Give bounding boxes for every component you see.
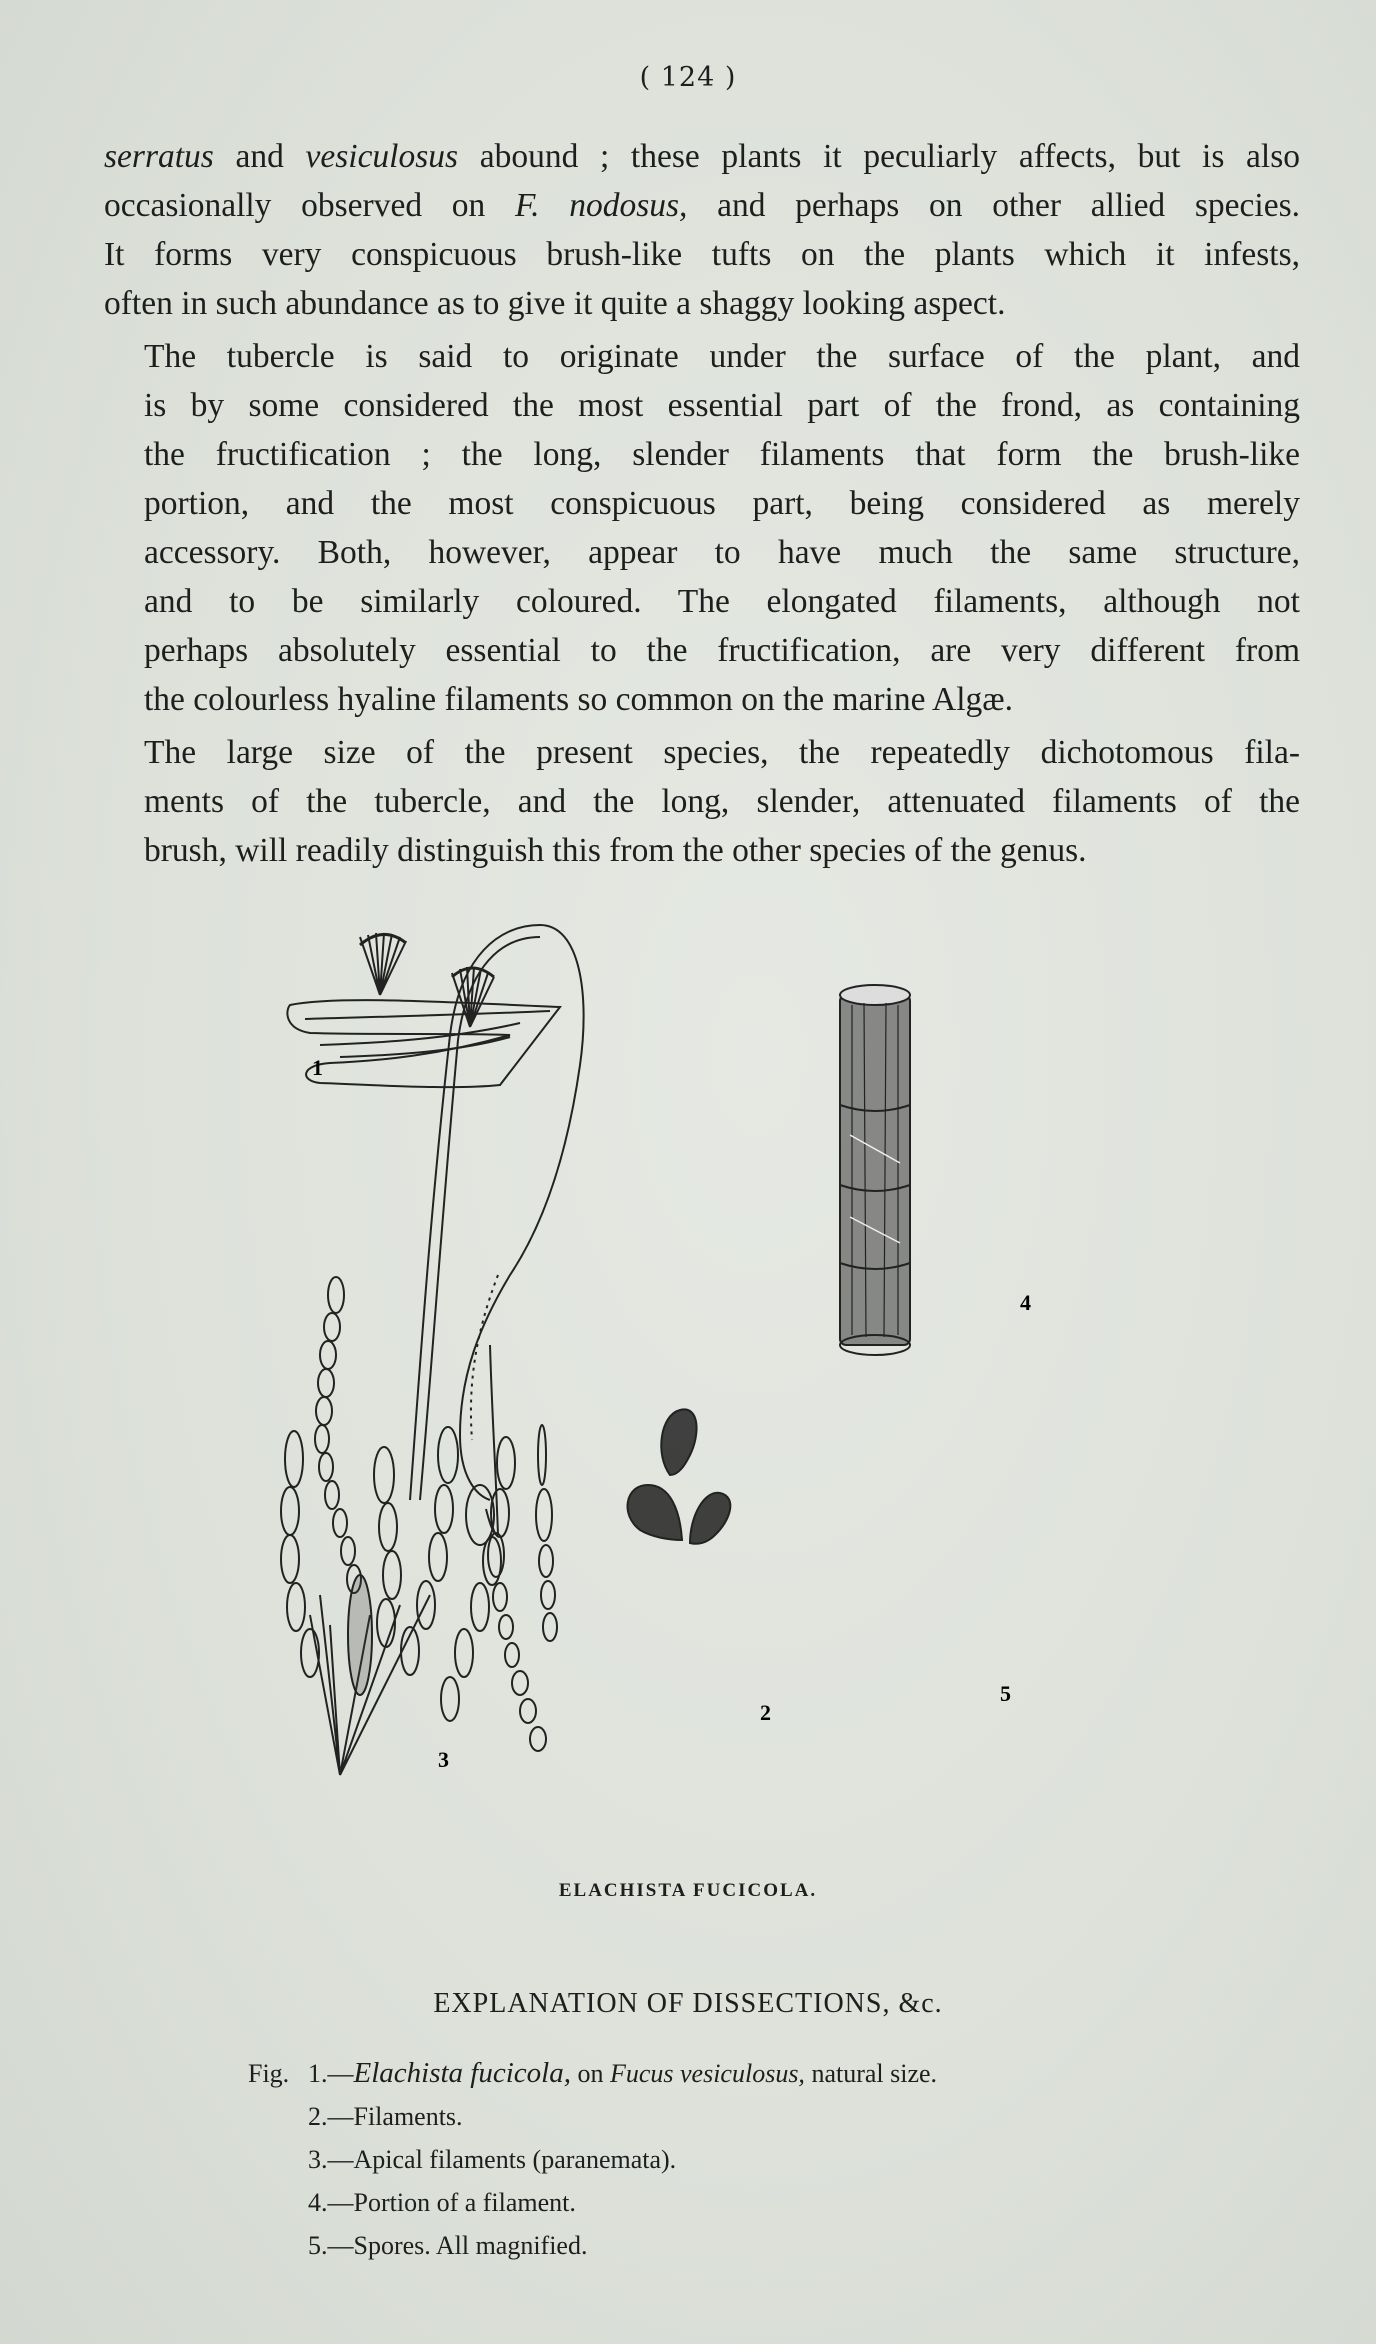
text-run: natural size. bbox=[804, 2059, 938, 2088]
text-line: brush, will readily distinguish this from the other species of the genus. bbox=[144, 832, 1087, 869]
species-name: serratus bbox=[104, 138, 214, 175]
figure-1-tuft bbox=[360, 933, 406, 995]
figure-4-filament-portion-drawing bbox=[840, 985, 910, 1355]
fig-prefix: Fig. bbox=[248, 2059, 290, 2088]
item-text: Apical filaments (paranemata). bbox=[353, 2145, 677, 2174]
text-line: ments of the tubercle, and the long, slender, attenuated filaments of the bbox=[144, 783, 1300, 820]
figure-label-5: 5 bbox=[1000, 1681, 1011, 1706]
item-number: 4.— bbox=[308, 2188, 354, 2217]
item-text: Spores. All magnified. bbox=[353, 2231, 588, 2260]
item-number: 3.— bbox=[308, 2145, 354, 2174]
text-line: The tubercle is said to originate under the surface of the plant, and bbox=[144, 338, 1300, 375]
explanation-item bbox=[248, 2095, 937, 2138]
explanation-list bbox=[248, 2052, 937, 2267]
species-name: vesiculosus bbox=[305, 138, 459, 175]
text-run: on bbox=[570, 2059, 610, 2088]
species-name: Fucus vesiculosus, bbox=[609, 2059, 805, 2088]
text-run: abound ; these plants it peculiarly affects, but is also bbox=[458, 138, 1300, 175]
explanation-item bbox=[248, 2224, 937, 2267]
figure-label-4: 4 bbox=[1020, 1290, 1031, 1315]
figure-caption: ELACHISTA FUCICOLA. bbox=[558, 1880, 818, 1901]
figure-label-2: 2 bbox=[760, 1700, 771, 1725]
explanation-item bbox=[248, 2138, 937, 2181]
page-number: ( 124 ) bbox=[639, 62, 737, 93]
item-text: Filaments. bbox=[353, 2102, 463, 2131]
item-number: 2.— bbox=[308, 2102, 354, 2131]
illustration-svg bbox=[260, 915, 1160, 1815]
text-run: and bbox=[213, 138, 306, 175]
item-number: 5.— bbox=[308, 2231, 354, 2260]
paragraph-3 bbox=[104, 728, 1300, 875]
text-line: often in such abundance as to give it quite a shaggy looking aspect. bbox=[104, 285, 1006, 322]
text-line: and to be similarly coloured. The elongated filaments, although not bbox=[144, 583, 1300, 620]
text-line: is by some considered the most essential part of the frond, as containing bbox=[144, 387, 1300, 424]
figure-label-1: 1 bbox=[312, 1055, 323, 1080]
figure-label-3: 3 bbox=[438, 1747, 449, 1772]
figure-5-spores-drawing bbox=[628, 1409, 731, 1543]
text-line: the colourless hyaline filaments so common on the marine Algæ. bbox=[144, 681, 1013, 718]
text-line: accessory. Both, however, appear to have much the same structure, bbox=[144, 534, 1300, 571]
explanation-heading: EXPLANATION OF DISSECTIONS, &c. bbox=[433, 1988, 943, 2019]
paragraph-1 bbox=[104, 132, 1300, 328]
text-line: perhaps absolutely essential to the fructification, are very different from bbox=[144, 632, 1300, 669]
text-run: occasionally observed on bbox=[104, 187, 515, 224]
botanical-illustration bbox=[260, 915, 1160, 1815]
text-line: The large size of the present species, the repeatedly dichotomous fila- bbox=[144, 734, 1300, 771]
figure-3-apical-filaments-drawing bbox=[281, 1277, 515, 1775]
species-name: Elachista fucicola, bbox=[353, 2057, 571, 2089]
paragraph-2 bbox=[104, 332, 1300, 724]
text-line: the fructification ; the long, slender filaments that form the brush-like bbox=[144, 436, 1300, 473]
item-number: 1.— bbox=[308, 2059, 354, 2088]
body-text bbox=[104, 132, 1300, 875]
explanation-item bbox=[248, 2181, 937, 2224]
figure-1-frond-drawing bbox=[287, 1000, 560, 1087]
explanation-item bbox=[248, 2052, 937, 2095]
figure-2-filament-drawing bbox=[410, 925, 584, 1751]
text-line: portion, and the most conspicuous part, being considered as merely bbox=[144, 485, 1300, 522]
species-name: F. nodosus, bbox=[514, 187, 688, 224]
text-line: It forms very conspicuous brush-like tufts on the plants which it infests, bbox=[104, 236, 1300, 273]
item-text: Portion of a filament. bbox=[353, 2188, 576, 2217]
text-line bbox=[104, 181, 1300, 230]
text-line bbox=[104, 132, 1300, 181]
text-run: and perhaps on other allied species. bbox=[687, 187, 1300, 224]
